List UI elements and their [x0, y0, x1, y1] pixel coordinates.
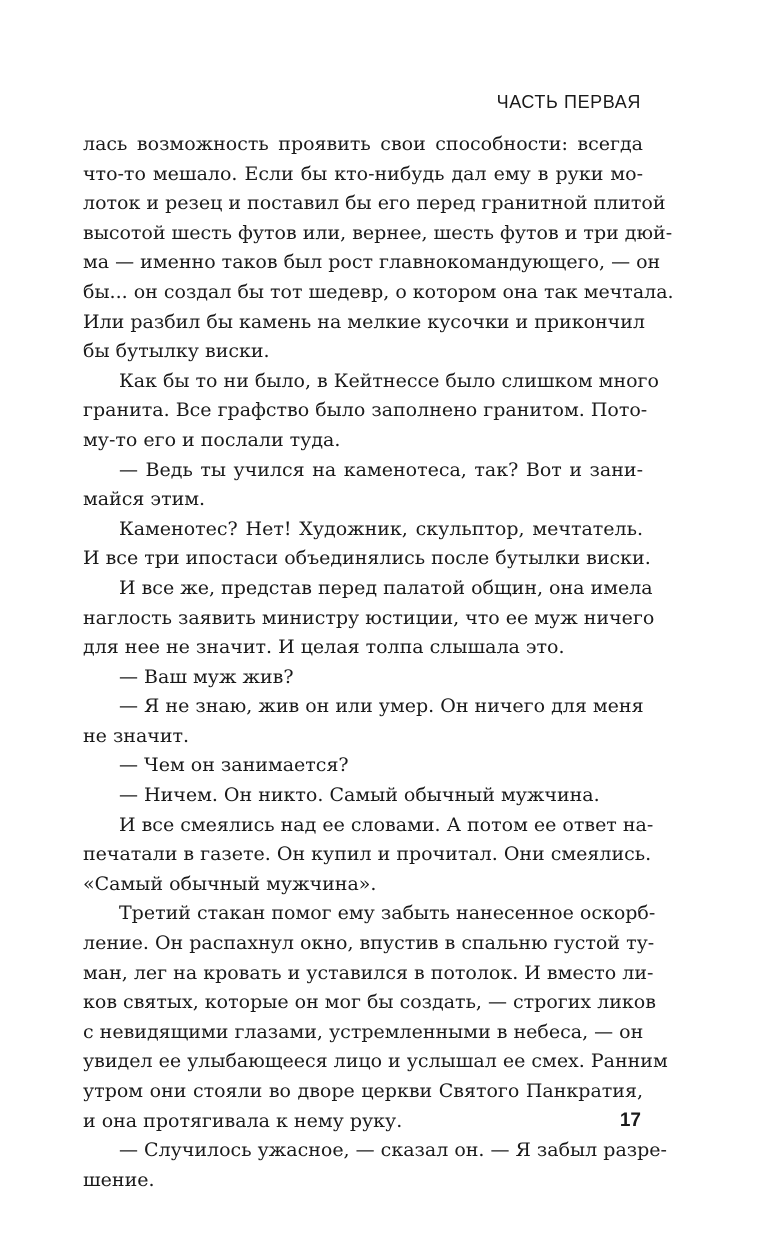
paragraph-first-line: Как бы то ни было, в Кейтнессе было слишком много [119, 369, 659, 392]
text-line: ление. Он распахнул окно, впустив в спальню густой ту- [83, 932, 655, 955]
paragraph-first-line: Третий стакан помог ему забыть нанесенное оскорб- [119, 902, 656, 925]
dialogue-line: — Ничем. Он никто. Самый обычный мужчина. [119, 784, 600, 807]
text-line: печатали в газете. Он купил и прочитал. Они смеялись. [83, 843, 652, 866]
text-line: высотой шесть футов или, вернее, шесть футов и три дюй- [83, 221, 673, 244]
text-line: лоток и резец и поставил бы его перед гранитной плитой [83, 192, 666, 215]
text-line: с невидящими глазами, устремленными в небеса, — он [83, 1020, 644, 1043]
text-line: ман, лег на кровать и уставился в потолок. И вместо ли- [83, 961, 654, 984]
text-line: гранита. Все графство было заполнено гранитом. Пото- [83, 399, 648, 422]
text-line: «Самый обычный мужчина». [83, 872, 377, 895]
text-line: шение. [83, 1168, 155, 1191]
text-line: лась возможность проявить свои способности: всегда [83, 133, 643, 155]
dialogue-line: — Я не знаю, жив он или умер. Он ничего для меня [119, 695, 644, 718]
text-line: для нее не значит. И целая толпа слышала это. [83, 636, 565, 659]
text-line: му-то его и послали туда. [83, 428, 341, 451]
text-line: наглость заявить министру юстиции, что ее муж ничего [83, 606, 655, 629]
dialogue-line: — Ведь ты учился на каменотеса, так? Вот и зани- [119, 458, 643, 481]
text-line: и она протягивала к нему руку. [83, 1109, 403, 1132]
text-line: Или разбил бы камень на мелкие кусочки и прикончил [83, 310, 645, 333]
dialogue-line: — Чем он занимается? [119, 754, 349, 777]
body-text [83, 130, 674, 1195]
text-line: утром они стояли во дворе церкви Святого Панкратия, [83, 1080, 643, 1102]
text-line: бы... он создал бы тот шедевр, о котором она так мечтала. [83, 280, 674, 303]
text-line: не значит. [83, 724, 190, 747]
text-line: ма — именно таков был рост главнокомандующего, — он [83, 251, 661, 274]
page-number: 17 [619, 1110, 641, 1131]
text-line: бы бутылку виски. [83, 340, 270, 363]
text-line: майся этим. [83, 488, 206, 511]
dialogue-line: — Ваш муж жив? [119, 665, 294, 688]
text-line: что-то мешало. Если бы кто-нибудь дал ему в руки мо- [83, 162, 643, 185]
dialogue-line: — Случилось ужасное, — сказал он. — Я забыл разре- [119, 1139, 667, 1162]
text-line: увидел ее улыбающееся лицо и услышал ее смех. Ранним [83, 1050, 668, 1073]
paragraph-first-line: И все смеялись над ее словами. А потом ее ответ на- [119, 813, 654, 836]
running-head: ЧАСТЬ ПЕРВАЯ [496, 92, 641, 112]
paragraph-first-line: Каменотес? Нет! Художник, скульптор, мечтатель. [119, 517, 643, 540]
text-line: ков святых, которые он мог бы создать, — строгих ликов [83, 991, 656, 1014]
paragraph-first-line: И все же, представ перед палатой общин, она имела [119, 576, 653, 599]
text-line: И все три ипостаси объединялись после бутылки виски. [83, 547, 651, 570]
